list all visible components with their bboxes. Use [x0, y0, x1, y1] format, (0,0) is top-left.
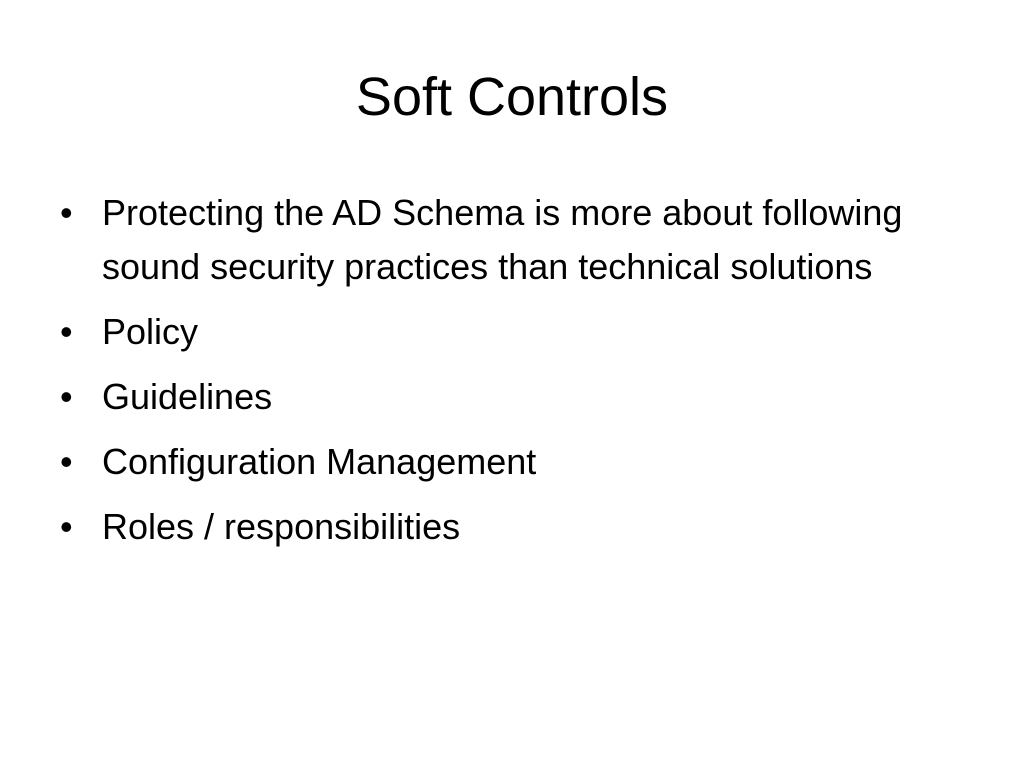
bullet-text: Guidelines [102, 376, 273, 417]
bullet-dot-icon: • [60, 311, 73, 352]
bullet-text: Protecting the AD Schema is more about following sound security practices than technical solutions [102, 192, 903, 287]
bullet-text: Roles / responsibilities [102, 506, 461, 547]
bullet-item-guidelines [56, 370, 976, 424]
bullet-item-policy [56, 305, 976, 359]
bullet-dot-icon: • [60, 506, 73, 547]
bullet-dot-icon: • [60, 376, 73, 417]
bullet-item-schema-protection [56, 186, 976, 294]
bullet-dot-icon: • [60, 441, 73, 482]
bullet-dot-icon: • [60, 192, 73, 233]
bullet-item-configuration-management [56, 435, 976, 489]
slide-title: Soft Controls [355, 67, 669, 127]
bullet-text: Configuration Management [102, 441, 537, 482]
bullet-item-roles-responsibilities [56, 500, 976, 554]
bullet-list [56, 186, 976, 565]
bullet-text: Policy [102, 311, 199, 352]
